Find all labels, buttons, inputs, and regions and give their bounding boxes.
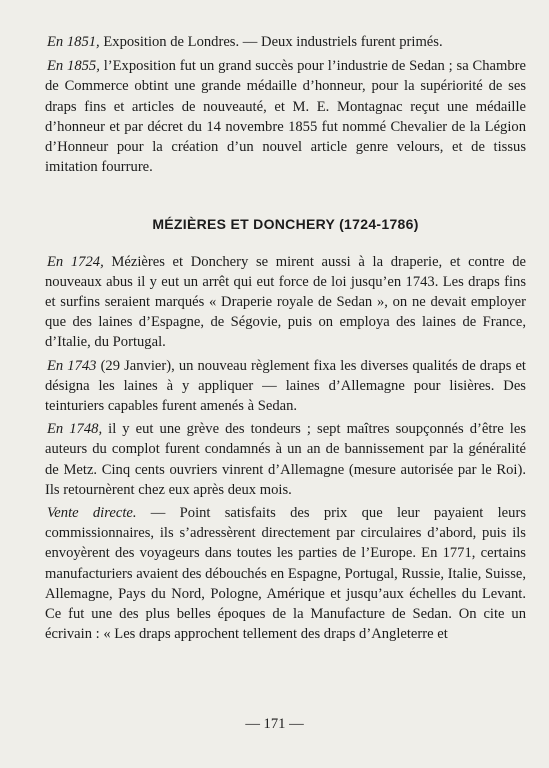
paragraph-date: En 1724, [47,253,104,270]
paragraph-vente-directe [45,503,526,644]
paragraph-date: En 1851, [47,34,100,50]
paragraph-text: Mézières et Donchery se mirent aussi à la draperie, et contre de nouveaux abus il y eut un arrêt qui eut force de loi jusqu’en 1743. Les draps fins et surfins seraient marqués « Draperie royale de Sedan », on ne devait employer que des laines d’Espagne, de Ségovie, puis on employa des laines de France, d’Italie, du Portugal. [45,253,526,351]
section-heading: MÉZIÈRES ET DONCHERY (1724-1786) [152,216,419,233]
paragraph-text: — Point satisfaits des prix que leur payaient leurs commissionnaires, ils s’adressèrent directement par circulaires d’abord, puis ils envoyèrent des voyageurs dans toutes les parties de l’Europe. En 1771, certains manufacturiers avaient des débouchés en Espagne, Portugal, Russie, Italie, Suisse, Allemagne, Pays du Nord, Pologne, Amérique et jusqu’aux échelles du Levant. Ce fut une des plus belles époques de la Manufacture de Sedan. On cite un écrivain : « Les draps approchent tellement des draps d’Angleterre et [45,505,526,643]
paragraph-date: En 1748, [47,421,103,438]
paragraph-text: (29 Janvier), un nouveau règlement fixa les diverses qualités de draps et désigna les laines à y appliquer — laines d’Allemagne pour lisières. Des teinturiers capables furent amenés à Sedan. [45,357,526,415]
paragraph-date: En 1743 [47,357,97,374]
paragraph-date: En 1855, [47,58,100,75]
paragraph-text: l’Exposition fut un grand succès pour l’industrie de Sedan ; sa Chambre de Commerce obtint une grande médaille d’honneur, pour la supériorité de ses draps fins et articles de nouveauté, et M. E. Montagnac reçut une médaille d’honneur et par décret du 14 novembre 1855 fut nommé Chevalier de la Légion d’Honneur pour la création d’un nouvel article genre velours, et de tissus imitation fourrure. [45,58,526,176]
paragraph-text: Exposition de Londres. — Deux industriels furent primés. [99,34,443,50]
page-body [45,32,526,647]
page-number: — 171 — [245,716,304,732]
paragraph-1851 [45,32,526,52]
paragraph-text: il y eut une grève des tondeurs ; sept maîtres soupçonnés d’être les auteurs du complot furent condamnés à un an de bannissement par la généralité de Metz. Cinq cents ouvriers vinrent d’Allemagne (mesure autorisée par le Roi). Ils retournèrent chez eux après deux mois. [45,421,526,498]
paragraph-date: Vente directe. [47,505,137,522]
paragraph-1724 [45,252,526,353]
paragraph-1855 [45,56,526,177]
paragraph-1743 [45,356,526,417]
paragraph-1748 [45,419,526,500]
intro-section [45,32,526,177]
mezieres-section [45,252,526,645]
